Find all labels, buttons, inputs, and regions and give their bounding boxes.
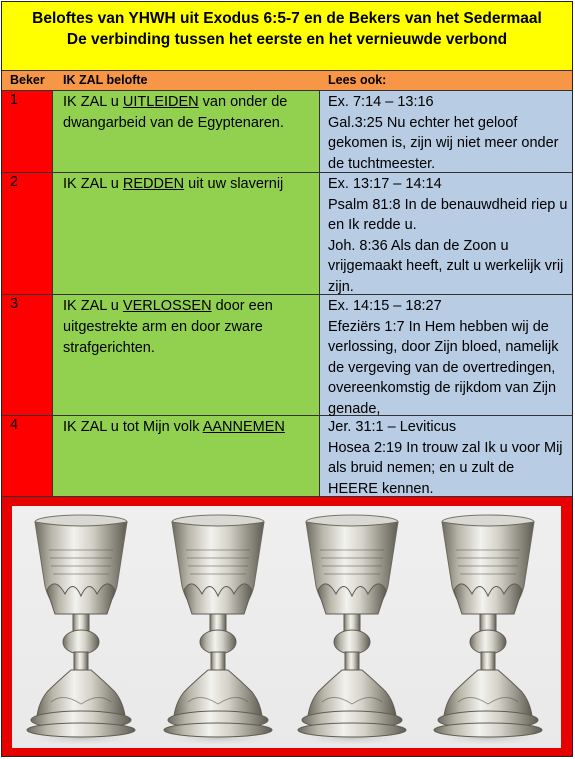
- beker-cell: [2, 295, 53, 415]
- promise-text: IK ZAL u UITLEIDEN van onder de dwangarbeid van de Egyptenaren.: [63, 94, 288, 131]
- table-row: [2, 295, 572, 416]
- document: [1, 1, 573, 757]
- table-row: [2, 173, 572, 295]
- title-line-2: De verbinding tussen het eerste en het vernieuwde verbond: [66, 31, 508, 48]
- references-text: [328, 92, 568, 174]
- promise-keyword: REDDEN: [122, 176, 185, 192]
- promise-text: IK ZAL u tot Mijn volk AANNEMEN: [63, 419, 285, 435]
- reference-line: Ex. 13:17 – 14:14: [328, 176, 442, 192]
- beker-cell: [2, 91, 53, 172]
- reference-line: Joh. 8:36 Als dan de Zoon u vrijgemaakt heeft, zult u werkelijk vrij zijn.: [328, 237, 564, 295]
- reference-line: Psalm 81:8 In de benauwdheid riep u en Ik redde u.: [328, 196, 568, 233]
- reference-line: Efeziërs 1:7 In Hem hebben wij de verlossing, door Zijn bloed, namelijk de vergeving van de overtredingen, overeenkomstig de rijkdom van Zijn genade,: [328, 318, 559, 417]
- reference-line: Hosea 2:19 In trouw zal Ik u voor Mij als bruid nemen; en u zult de HEERE kennen.: [328, 439, 563, 497]
- header-lees-ook: Lees ook:: [328, 73, 387, 87]
- references-text: [328, 417, 568, 499]
- references-cell: [320, 295, 572, 415]
- reference-line: Jer. 31:1 – Leviticus: [328, 419, 457, 435]
- promise-text: IK ZAL u REDDEN uit uw slavernij: [63, 176, 284, 192]
- references-text: [328, 174, 568, 297]
- reference-line: Ex. 14:15 – 18:27: [328, 298, 442, 314]
- kiddush-cup-3: [294, 515, 410, 746]
- kiddush-cup-1: [23, 515, 139, 746]
- table-row: [2, 91, 572, 173]
- references-cell: [320, 91, 572, 172]
- beker-cell: [2, 416, 53, 496]
- references-cell: [320, 173, 572, 294]
- table-row: [2, 416, 572, 497]
- beker-number: 1: [10, 92, 19, 108]
- kiddush-cup-4: [430, 515, 546, 746]
- title-line-1: Beloftes van YHWH uit Exodus 6:5-7 en de Bekers van het Sedermaal: [32, 10, 542, 27]
- promise-keyword: UITLEIDEN: [122, 94, 199, 110]
- document-title: [2, 2, 572, 71]
- promise-cell: [53, 173, 320, 294]
- table-header: [2, 71, 572, 91]
- references-cell: [320, 416, 572, 496]
- promise-cell: [53, 91, 320, 172]
- beker-number: 3: [10, 296, 19, 312]
- beker-cell: [2, 173, 53, 294]
- promise-keyword: VERLOSSEN: [122, 298, 212, 314]
- kiddush-cups-image: [2, 497, 572, 756]
- reference-line: Ex. 7:14 – 13:16: [328, 94, 434, 110]
- header-beker: Beker: [10, 73, 45, 87]
- beker-number: 2: [10, 174, 19, 190]
- promise-cell: [53, 295, 320, 415]
- reference-line: Gal.3:25 Nu echter het geloof gekomen is, zijn wij niet meer onder de tuchtmeester.: [328, 114, 559, 172]
- promise-text: IK ZAL u VERLOSSEN door een uitgestrekte arm en door zware strafgerichten.: [63, 298, 273, 356]
- kiddush-cup-2: [160, 515, 276, 746]
- promise-keyword: AANNEMEN: [202, 419, 285, 435]
- cups-photo-background: [12, 506, 561, 748]
- promise-cell: [53, 416, 320, 496]
- references-text: [328, 296, 568, 419]
- beker-number: 4: [10, 417, 19, 433]
- header-belofte: IK ZAL belofte: [63, 73, 148, 87]
- kiddush-cups-illustration: [12, 506, 561, 748]
